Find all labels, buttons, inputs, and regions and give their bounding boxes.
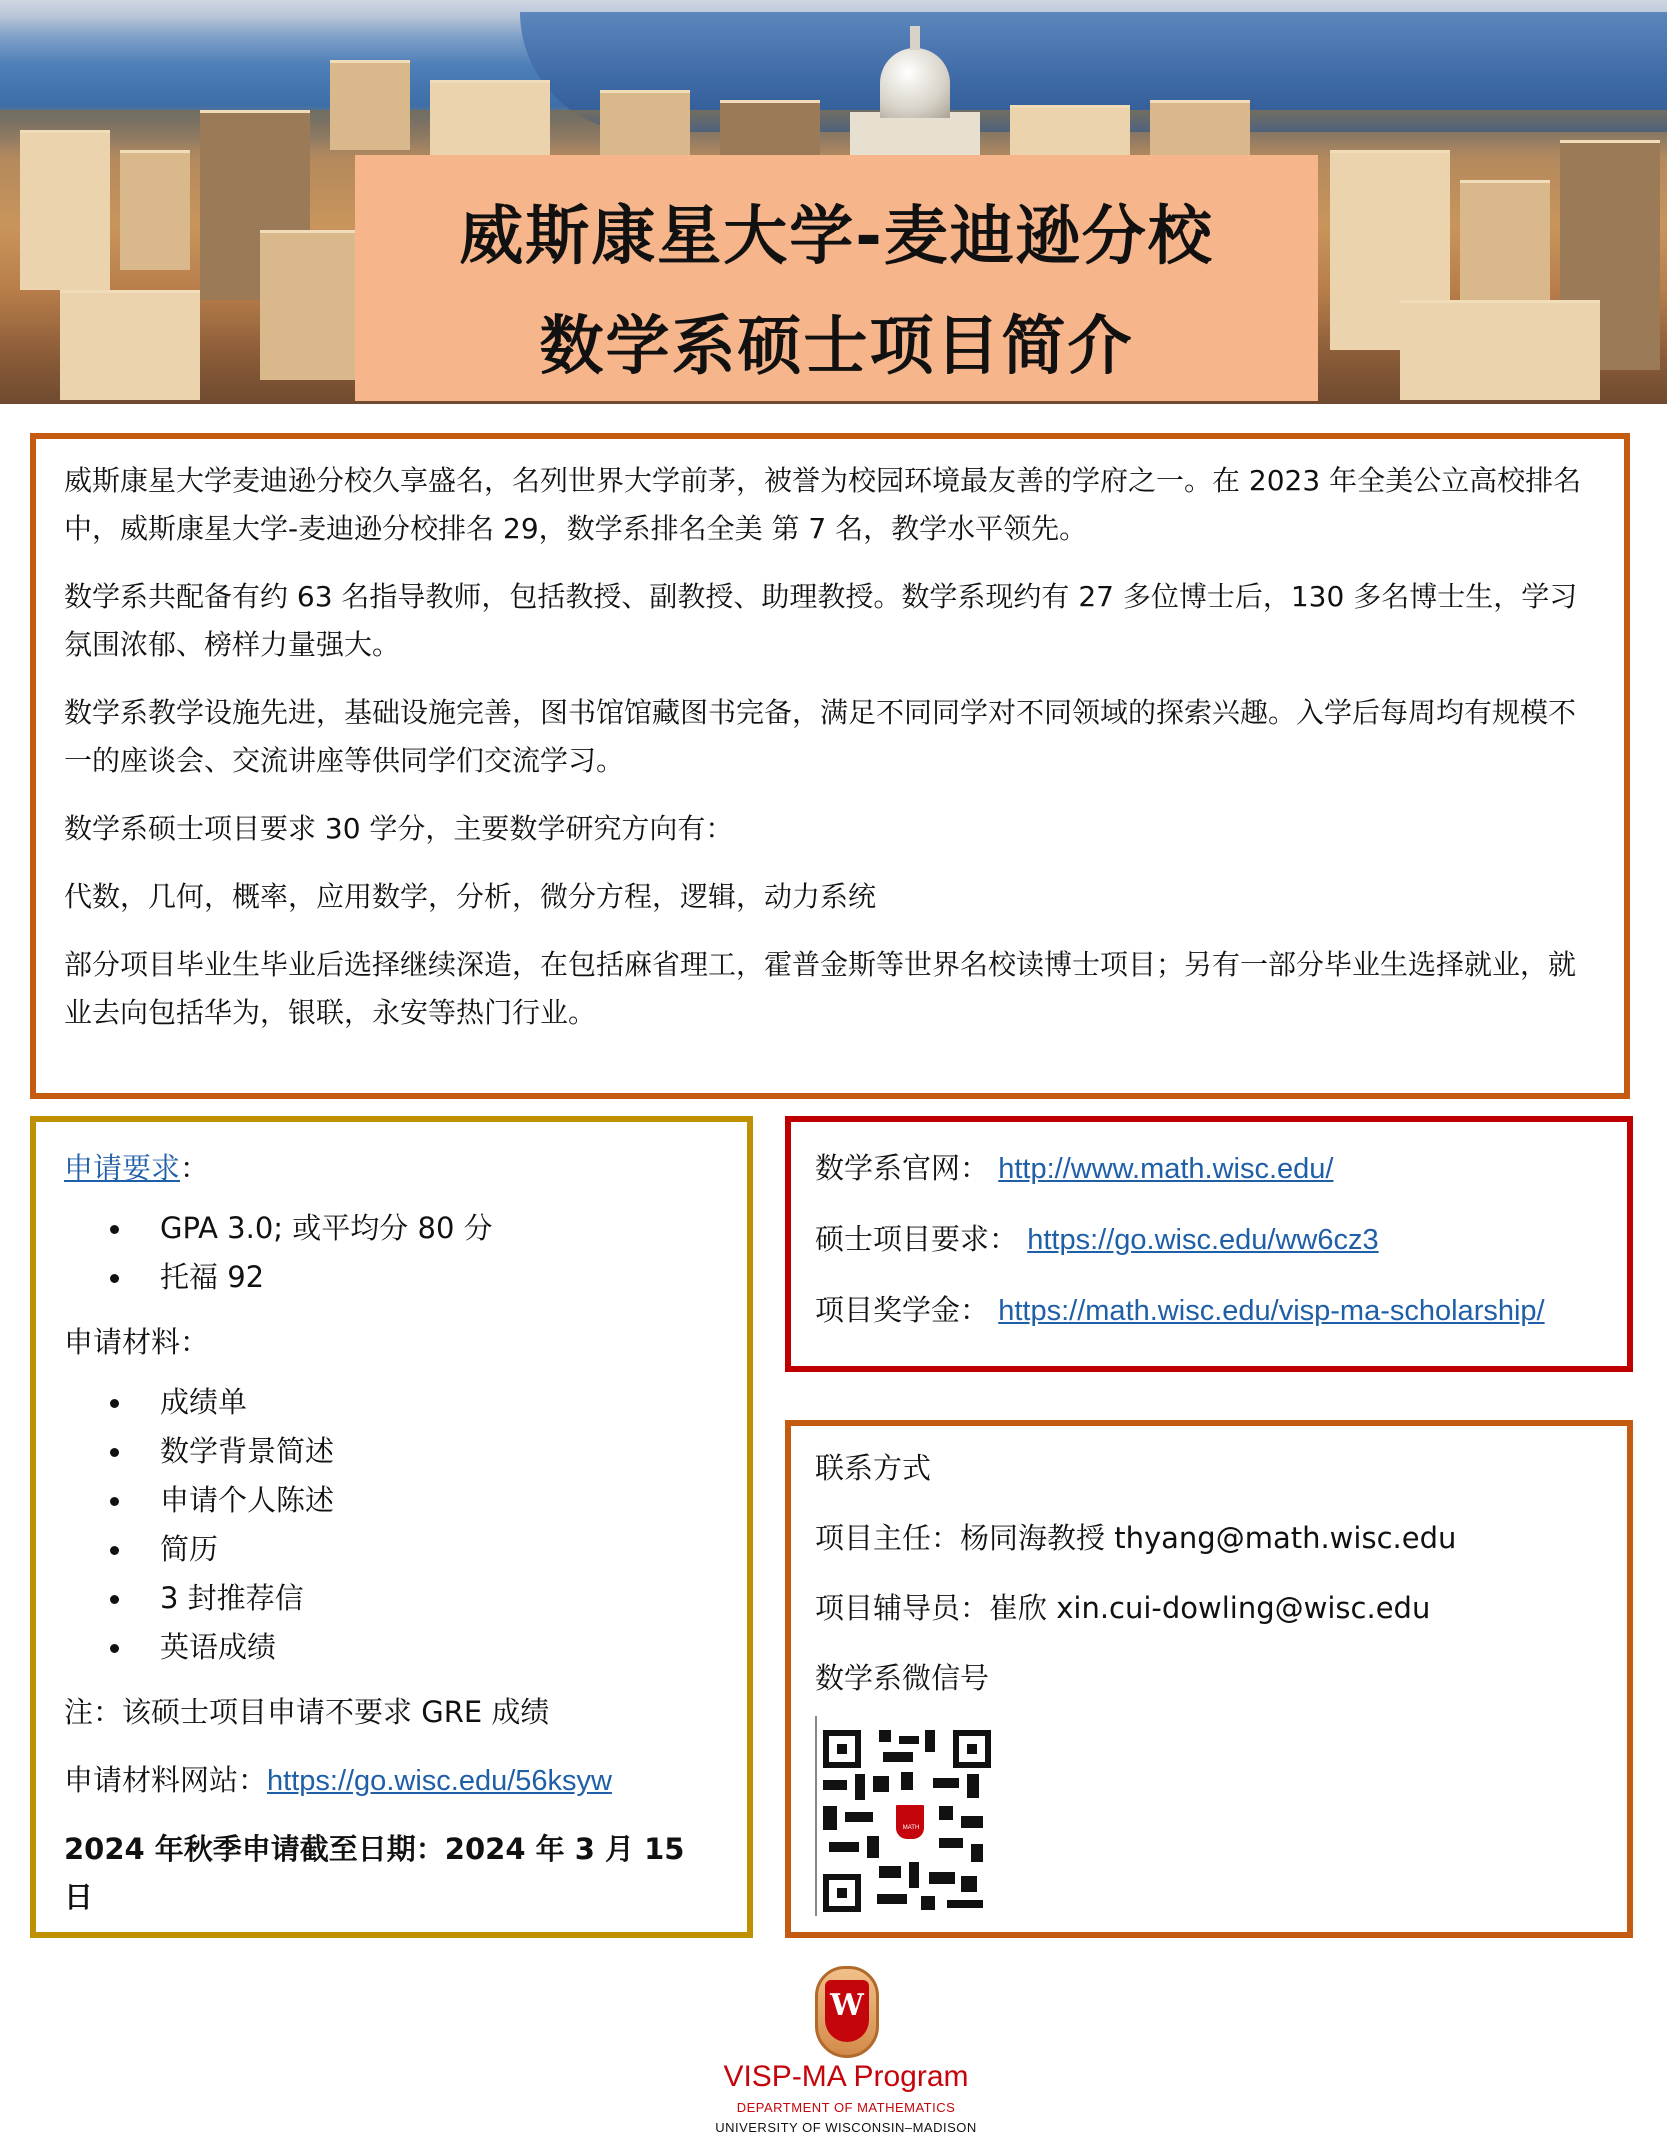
contact-section: [785, 1420, 1633, 1938]
materials-list: [64, 1378, 719, 1672]
link-row-requirements: [815, 1215, 1603, 1264]
link-label: 硕士项目要求：: [815, 1222, 1019, 1256]
list-item: 托福 92: [64, 1253, 719, 1302]
page-title: 威斯康星大学-麦迪逊分校: [459, 200, 1214, 274]
program-requirements-link[interactable]: https://go.wisc.edu/ww6cz3: [1027, 1224, 1379, 1256]
intro-paragraph: 部分项目毕业生毕业后选择继续深造，在包括麻省理工，霍普金斯等世界名校读博士项目；另有一部分毕业生选择就业，就业去向包括华为，银联，永安等热门行业。: [64, 948, 1577, 1029]
gre-note: 注：该硕士项目申请不要求 GRE 成绩: [64, 1695, 550, 1729]
requirements-heading-link[interactable]: 申请要求: [64, 1151, 181, 1185]
header-photo: [0, 0, 1667, 404]
contact-heading: 联系方式: [815, 1451, 932, 1485]
uw-crest-logo: [815, 1966, 879, 2058]
capitol-dome: [880, 48, 950, 118]
building: [330, 60, 410, 150]
building: [60, 290, 200, 400]
title-box: [355, 155, 1318, 401]
program-director: 项目主任：杨同海教授 thyang@math.wisc.edu: [815, 1521, 1457, 1555]
list-item: 英语成绩: [64, 1623, 719, 1672]
department-website-link[interactable]: http://www.math.wisc.edu/: [998, 1153, 1334, 1185]
building: [430, 80, 550, 160]
wechat-qr-code: [821, 1716, 993, 1916]
requirements-list: [64, 1204, 719, 1302]
building: [20, 130, 110, 290]
math-crest-icon: MATH: [893, 1802, 927, 1842]
building: [1400, 300, 1600, 400]
intro-paragraph: 代数，几何，概率，应用数学，分析，微分方程，逻辑，动力系统: [64, 880, 877, 913]
scholarship-link[interactable]: https://math.wisc.edu/visp-ma-scholarship/: [998, 1295, 1545, 1327]
list-item: 数学背景简述: [64, 1427, 719, 1476]
intro-paragraph: 数学系硕士项目要求 30 学分，主要数学研究方向有：: [64, 812, 734, 845]
university-name: UNIVERSITY OF WISCONSIN–MADISON: [715, 2120, 977, 2135]
requirements-heading-line: [64, 1144, 719, 1192]
page-subtitle: 数学系硕士项目简介: [539, 310, 1134, 384]
intro-paragraph: 威斯康星大学麦迪逊分校久享盛名，名列世界大学前茅，被誉为校园环境最友善的学府之一。在 2023 年全美公立高校排名中，威斯康星大学-麦迪逊分校排名 29，数学系排名全美 第 7 名，教学水平领先。: [64, 464, 1582, 545]
requirements-heading-colon: ：: [180, 1151, 210, 1185]
list-item: 简历: [64, 1525, 719, 1574]
wechat-label: 数学系微信号: [815, 1661, 990, 1695]
requirements-section: [30, 1116, 753, 1938]
links-section: [785, 1116, 1633, 1372]
list-item: 成绩单: [64, 1378, 719, 1427]
materials-site-label: 申请材料网站：: [64, 1763, 268, 1797]
link-label: 数学系官网：: [815, 1151, 990, 1185]
intro-paragraph: 数学系教学设施先进，基础设施完善，图书馆馆藏图书完备，满足不同同学对不同领域的探索兴趣。入学后每周均有规模不一的座谈会、交流讲座等供同学们交流学习。: [64, 696, 1577, 777]
link-row-website: [815, 1144, 1603, 1193]
link-label: 项目奖学金：: [815, 1293, 990, 1327]
building: [120, 150, 190, 270]
application-deadline: 2024 年秋季申请截至日期：2024 年 3 月 15 日: [64, 1832, 685, 1914]
materials-heading: 申请材料：: [64, 1325, 210, 1359]
building: [720, 100, 820, 160]
intro-section: [30, 433, 1630, 1099]
list-item: 申请个人陈述: [64, 1476, 719, 1525]
program-name: VISP-MA Program: [723, 2060, 969, 2093]
program-advisor: 项目辅导员：崔欣 xin.cui-dowling@wisc.edu: [815, 1591, 1431, 1625]
list-item: GPA 3.0; 或平均分 80 分: [64, 1204, 719, 1253]
intro-paragraph: 数学系共配备有约 63 名指导教师，包括教授、副教授、助理教授。数学系现约有 27 多位博士后，130 多名博士生，学习氛围浓郁、榜样力量强大。: [64, 580, 1578, 661]
department-name: DEPARTMENT OF MATHEMATICS: [736, 2100, 956, 2115]
materials-site-link[interactable]: https://go.wisc.edu/56ksyw: [267, 1765, 612, 1797]
building: [600, 90, 690, 160]
link-row-scholarship: [815, 1286, 1603, 1335]
materials-site-line: [64, 1756, 719, 1805]
building: [260, 230, 355, 380]
crest-letter: W: [830, 1988, 864, 2023]
list-item: 3 封推荐信: [64, 1574, 719, 1623]
